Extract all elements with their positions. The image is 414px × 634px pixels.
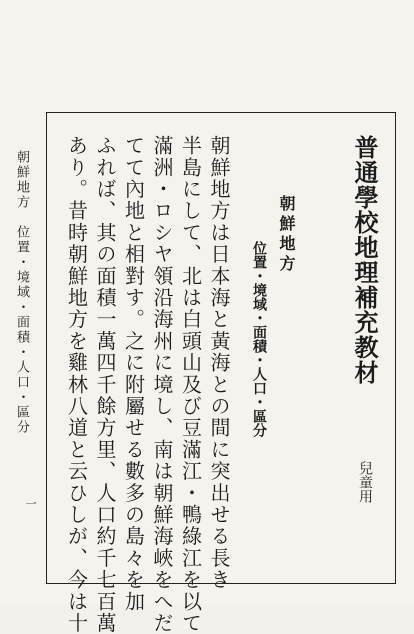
running-title: 朝鮮地方 位置・境域・面積・人口・區分 (14, 150, 29, 435)
body-line: てて內地と相對す。之に附屬せる數多の島々を加 (121, 135, 146, 613)
body-text (62, 135, 233, 634)
section-subheading: 位置・境域・面積・人口・區分 (251, 241, 267, 437)
body-line: 半島にして、北は白頭山及び豆滿江・鴨綠江を以て (178, 135, 203, 634)
book-subtitle: 兒童用 (357, 461, 373, 503)
section-heading: 朝鮮地方 (277, 195, 296, 275)
page-number: 一 (24, 498, 37, 509)
body-line: 滿洲・ロシヤ領沿海州に境し、南は朝鮮海峽をへだ (150, 135, 174, 634)
body-line: 朝鮮地方は日本海と黃海との間に突出せる長き (207, 135, 231, 591)
body-line: あり。昔時朝鮮地方を雞林八道と云ひしが、今は十 (64, 135, 89, 634)
page-frame (46, 112, 396, 634)
book-title: 普通學校地理補充教材 (350, 135, 379, 385)
body-line: ふれば、其の面積一萬四千餘方里、人口約千七百萬 (93, 135, 117, 634)
